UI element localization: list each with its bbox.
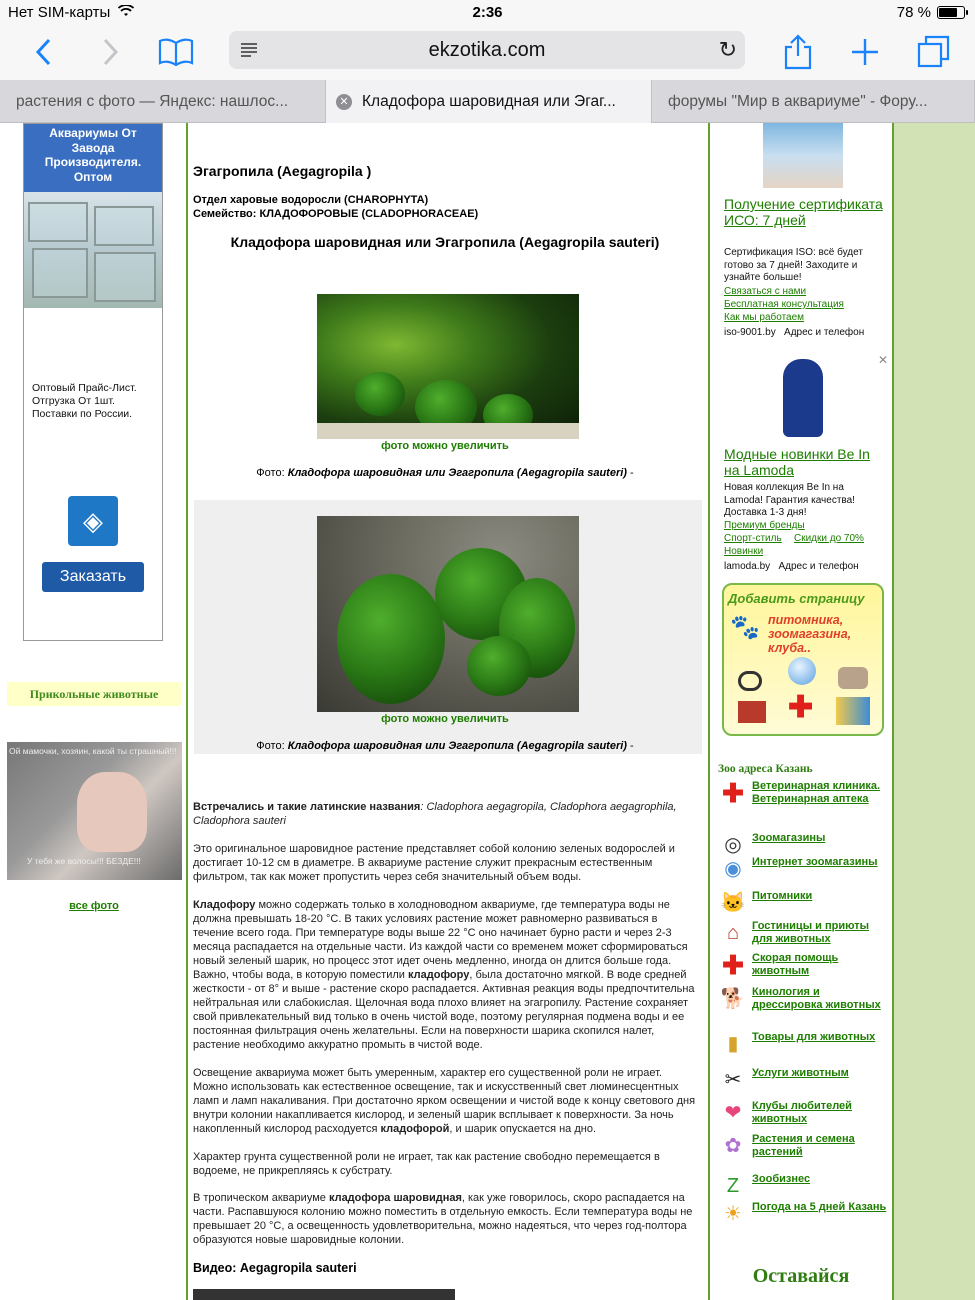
zoo-address-label[interactable]: Питомники: [752, 890, 813, 902]
paragraph-1: Это оригинальное шаровидное растение представляет собой колонию зеленых водорослей и достигает 10-12 см в диаметре. В аквариуме растение служит прекрасным естественным фильтром, так как может пропустить через себя значительный объем воды.: [193, 843, 675, 883]
add-page-banner[interactable]: [722, 583, 884, 736]
text-part: Освещение аквариума может быть умеренным, характер его существенной роли не играет. Можно использовать как естественное освещение, так и искусственный свет люминесцентных ламп и ламп накаливания. При достаточно ярком освещении и чистой воде к концу светового дня внутри колонии накапливается кислород, и зеленый шарик всплывает к поверхности. За ночь накопленный кислород расходуется: [193, 1067, 696, 1135]
text-part: , как уже говорилось, скоро распадается на части. Распавшуюся колонию можно поместить в отдельную емкость. Если температура воды не превышает 20 °С, а освещенность удовлетворительна, можно надеяться, что через год-полтора образуются новые шаровидные колонии.: [193, 1192, 693, 1246]
aquarium-image[interactable]: [24, 192, 162, 308]
dress-image[interactable]: [783, 359, 823, 437]
zoo-address-label[interactable]: Товары для животных: [752, 1031, 876, 1043]
close-ad-icon[interactable]: ✕: [878, 353, 889, 367]
zoo-address-item[interactable]: [720, 986, 890, 1014]
division: Отдел харовые водоросли (CHAROPHYTA): [193, 194, 429, 206]
zoo-address-label[interactable]: Кинология и дрессировка животных: [752, 986, 881, 1011]
red-cross-icon: ✚: [722, 778, 744, 808]
company-logo-icon[interactable]: ◈: [68, 496, 118, 546]
paw-icon: 🐾: [730, 614, 760, 641]
chevron-right-icon: [100, 37, 120, 67]
enlarge-photo-link[interactable]: фото можно увеличить: [381, 713, 509, 725]
paragraph-4: Характер грунта существенной роли не играет, так как растение свободно перемещается в водоеме, не прикрепляясь к субстрату.: [193, 1151, 660, 1177]
zoo-address-label[interactable]: Ветеринарная клиника. Ветеринарная аптека: [752, 780, 881, 805]
back-button[interactable]: [24, 32, 64, 72]
marimo-photo[interactable]: [317, 516, 579, 712]
tab-yandex[interactable]: [0, 80, 326, 123]
tabs-button[interactable]: [914, 32, 954, 72]
iso-ad-title[interactable]: Получение сертификата ИСО: 7 дней: [724, 196, 883, 228]
cat-photo[interactable]: [7, 742, 182, 880]
family: Семейство: КЛАДОФОРОВЫЕ (CLADOPHORACEAE): [193, 208, 479, 220]
flower-icon: ✿: [724, 1135, 742, 1157]
zoo-address-item[interactable]: [720, 856, 890, 884]
fun-animals-title: Прикольные животные: [7, 682, 181, 706]
zoo-address-item[interactable]: [720, 890, 890, 918]
goods-icon: [836, 697, 870, 725]
ad-text: Оптовый Прайс-Лист. Отгрузка От 1шт. Поставки по России.: [32, 382, 137, 420]
zoo-address-item[interactable]: [720, 780, 890, 808]
chevron-left-icon: [34, 37, 54, 67]
paragraph-2: [193, 898, 698, 1052]
bookmarks-button[interactable]: [156, 32, 196, 72]
house-icon: ⌂: [726, 922, 740, 944]
lamoda-ad-text: Новая коллекция Be In на Lamoda! Гарантия качества! Доставка 1-3 дня!: [724, 482, 855, 518]
cat-caption-top: Ой мамочки, хозяин, какой ты страшный!!!: [9, 746, 177, 756]
zoo-address-item[interactable]: [720, 952, 890, 980]
tabs-icon: [917, 35, 951, 69]
video-player[interactable]: [193, 1289, 455, 1300]
main-content: [190, 123, 708, 1300]
globe-icon: ◉: [724, 858, 742, 880]
status-bar: [0, 0, 975, 26]
browser-toolbar: [0, 26, 975, 80]
iso-link-contact[interactable]: Связаться с нами: [724, 286, 807, 297]
photo-caption: [190, 467, 700, 479]
zoo-address-item[interactable]: [720, 1031, 890, 1059]
globe-icon: [788, 657, 816, 685]
right-margin: [894, 123, 975, 1300]
battery-percent: 78 %: [896, 4, 931, 21]
tab-cladophora[interactable]: [326, 80, 652, 123]
stay-title: Оставайся: [752, 1265, 850, 1287]
add-page-title: Добавить страницу: [728, 591, 865, 606]
zoo-address-label[interactable]: Растения и семена растений: [752, 1133, 855, 1158]
zoo-address-item[interactable]: [720, 1173, 890, 1201]
zoo-address-label[interactable]: Зоомагазины: [752, 832, 826, 844]
zoo-address-label[interactable]: Зообизнес: [752, 1173, 811, 1185]
iso-domain: [724, 327, 864, 338]
bold-term: Кладофору: [193, 899, 256, 911]
video-heading: Видео: Aegagropila sauteri: [193, 1261, 357, 1275]
zoo-address-label[interactable]: Услуги животным: [752, 1067, 849, 1079]
heart-icon: ❤: [724, 1102, 742, 1124]
battery-icon: [937, 6, 965, 19]
zoo-address-item[interactable]: [720, 920, 890, 948]
aquarium-ad[interactable]: [23, 123, 163, 641]
address-link[interactable]: Адрес и телефон: [778, 561, 859, 572]
handshake-image[interactable]: [763, 123, 843, 188]
zoo-address-item[interactable]: [720, 1201, 890, 1229]
add-page-text: питомника, зоомагазина, клуба..: [768, 613, 852, 655]
zoo-address-item[interactable]: [720, 1067, 890, 1095]
tab-forum[interactable]: [652, 80, 975, 123]
collar-icon: [738, 671, 762, 691]
battery-fill: [939, 8, 957, 17]
address-bar[interactable]: [229, 31, 745, 69]
paragraph-5: [193, 1191, 698, 1247]
text-part: можно содержать только в холодноводном аквариуме, где температура воды не должна превышать 18-20 °С. В таких условиях растение может равномерно развиваться в течение всего года. При температуре воды выше 22 °С оно начинает бурно расти и через 2-3 месяца распадается на отдельные части. Из каждой части со временем может сформироваться новый зеленый шарик, но процесс этот идет очень медленно, иногда он длится больше года. Важно, чтобы вода, в которую поместили: [193, 899, 688, 981]
carrier-label: Нет SIM-карты: [8, 4, 111, 21]
zoo-address-item[interactable]: [720, 1100, 890, 1128]
iso-link-consult[interactable]: Бесплатная консультация: [724, 299, 844, 310]
enlarge-photo-link[interactable]: фото можно увеличить: [381, 440, 509, 452]
caption-title: Кладофора шаровидная или Эгагропила (Aegagropila sauteri): [287, 740, 627, 752]
close-tab-icon[interactable]: ✕: [336, 94, 352, 110]
ad-title[interactable]: Аквариумы От Завода Производителя. Оптом: [24, 124, 162, 192]
share-icon: [783, 34, 813, 70]
goods-icon: ▮: [727, 1033, 739, 1055]
zoo-address-label[interactable]: Клубы любителей животных: [752, 1100, 852, 1125]
sun-icon: ☀: [724, 1203, 742, 1225]
battery-status: [897, 4, 965, 21]
tab-label: форумы "Мир в аквариуме" - Фору...: [668, 93, 928, 110]
bold-term: кладофорой: [380, 1123, 450, 1135]
text-part: , и шарик опускается на дно.: [449, 1123, 597, 1135]
url-host: ekzotika.com: [428, 39, 546, 61]
bold-term: кладофора шаровидная: [328, 1192, 462, 1204]
left-column: [0, 123, 188, 1300]
grooming-icon: ✂: [724, 1069, 742, 1091]
red-cross-icon: ✚: [722, 950, 744, 980]
domain-label: iso-9001.by: [724, 327, 776, 338]
article-heading: Кладофора шаровидная или Эгагропила (Aegagropila sauteri): [230, 234, 660, 250]
lamoda-link-premium[interactable]: Премиум бренды: [724, 520, 805, 531]
caption-suffix: -: [626, 467, 634, 479]
zoo-address-item[interactable]: [720, 1133, 890, 1161]
tab-label: растения с фото — Яндекс: нашлос...: [16, 93, 289, 110]
all-photos-link[interactable]: все фото: [69, 900, 119, 912]
bold-term: кладофору: [408, 969, 470, 981]
caption-prefix: Фото:: [256, 740, 285, 752]
share-button[interactable]: [778, 32, 818, 72]
tab-bar: [0, 80, 975, 123]
caption-title: Кладофора шаровидная или Эгагропила (Aegagropila sauteri): [287, 467, 627, 479]
iso-link-how[interactable]: Как мы работаем: [724, 312, 805, 323]
zoo-address-label[interactable]: Скорая помощь животным: [752, 952, 839, 977]
latin-list: : Cladophora aegagropila, Cladophora aegagrophila, Cladophora sauteri: [193, 801, 677, 827]
book-icon: [158, 37, 194, 67]
domain-label: lamoda.by: [724, 561, 771, 572]
text-part: , была достаточно мягкой. В воде средней жесткости - от 8° и выше - растение скоро распадается. Активная реакция воды предпочтительна нейтральная или слабокислая. Щелочная вода плохо влияет на эгагропилу. Растение сохраняет свой привлекательный вид только в очень чистой воде, поэтому регулярная подмена воды и ее постоянная фильтрация очень желательны. Если на поверхности шарика скопился налет, растение необходимо аккуратно промыть в чистой воде.: [193, 969, 695, 1051]
plus-icon: [850, 37, 880, 67]
lamoda-link-sale[interactable]: Скидки до 70%: [794, 533, 864, 544]
house-icon: [738, 701, 766, 723]
paragraph-3: [193, 1066, 698, 1136]
zoo-address-label[interactable]: Гостиницы и приюты для животных: [752, 920, 869, 945]
aquarium-photo[interactable]: [317, 294, 579, 439]
latin-label: Встречались и такие латинские названия: [193, 801, 421, 813]
zoo-address-label[interactable]: Погода на 5 дней Казань: [752, 1201, 887, 1213]
lamoda-link-new[interactable]: Новинки: [724, 546, 764, 557]
reload-icon[interactable]: ↻: [718, 37, 737, 62]
collar-icon: ◎: [724, 834, 742, 856]
order-button[interactable]: Заказать: [42, 562, 144, 592]
address-link[interactable]: Адрес и телефон: [784, 327, 865, 338]
cat-caption-bottom: У тебя же волосы!!! БЕЗДЕ!!!: [27, 856, 141, 866]
text-part: В тропическом аквариуме: [193, 1192, 329, 1204]
right-column: [708, 123, 894, 1300]
cat-icon: 🐱: [720, 892, 746, 914]
tab-label: Кладофора шаровидная или Эгаг...: [362, 93, 616, 110]
latin-names: [193, 800, 698, 828]
photo-caption: [190, 740, 700, 752]
taxonomy: [193, 193, 478, 221]
web-page: [0, 123, 975, 1300]
new-tab-button[interactable]: [845, 32, 885, 72]
clock: 2:36: [472, 4, 503, 21]
red-cross-icon: ✚: [788, 691, 814, 724]
caption-suffix: -: [626, 740, 634, 752]
forward-button[interactable]: [90, 32, 130, 72]
page-title: Эгагропила (Aegagropila ): [193, 163, 372, 179]
lamoda-link-sport[interactable]: Спорт-стиль: [724, 533, 782, 544]
z-icon: Z: [726, 1175, 740, 1197]
cat-icon: [838, 667, 868, 689]
iso-ad-text: Сертификация ISO: всё будет готово за 7 дней! Заходите и узнайте больше!: [724, 247, 863, 283]
caption-prefix: Фото:: [256, 467, 285, 479]
zoo-address-label[interactable]: Интернет зоомагазины: [752, 856, 878, 868]
lamoda-ad-title[interactable]: Модные новинки Be In на Lamoda: [724, 446, 870, 478]
zoo-addresses-title: Зоо адреса Казань: [718, 763, 813, 775]
lamoda-domain: [724, 561, 859, 572]
dog-icon: 🐕: [720, 988, 746, 1010]
